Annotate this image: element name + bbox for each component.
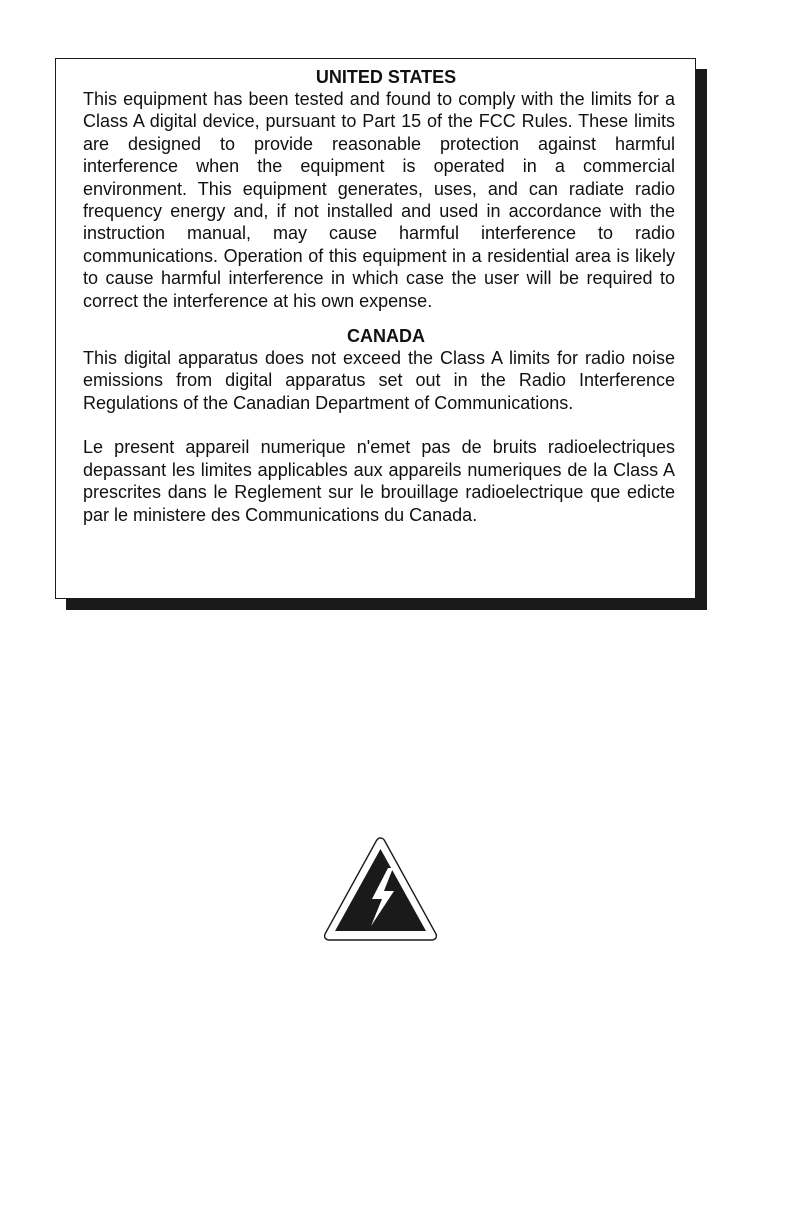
united-states-heading: UNITED STATES	[315, 67, 457, 87]
regulatory-notice-box	[55, 58, 696, 599]
canada-english-statement: This digital apparatus does not exceed the Class A limits for radio noise emissions from digital apparatus set out in the Radio Interference Regulations of the Canadian Department of Communications.	[83, 348, 675, 413]
electrical-hazard-icon	[322, 835, 439, 943]
canada-heading: CANADA	[347, 326, 425, 347]
united-states-fcc-statement: This equipment has been tested and found to comply with the limits for a Class A digital device, pursuant to Part 15 of the FCC Rules. These limits are designed to provide reasonable protection against harmful interference when the equipment is operated in a commercial environment. This equipment generates, uses, and can radiate radio frequency energy and, if not installed and used in accordance with the instruction manual, may cause harmful interference to radio communications. Operation of this equipment in a residential area is likely to cause harmful interference in which case the user will be required to correct the interference at his own expense.	[83, 89, 675, 311]
canada-french-statement: Le present appareil numerique n'emet pas de bruits radioelectriques depassant les limites applicables aux appareils numeriques de la Class A prescrites dans le Reglement sur le brouillage radioelectrique que edicte par le ministere des Communications du Canada.	[83, 437, 675, 525]
